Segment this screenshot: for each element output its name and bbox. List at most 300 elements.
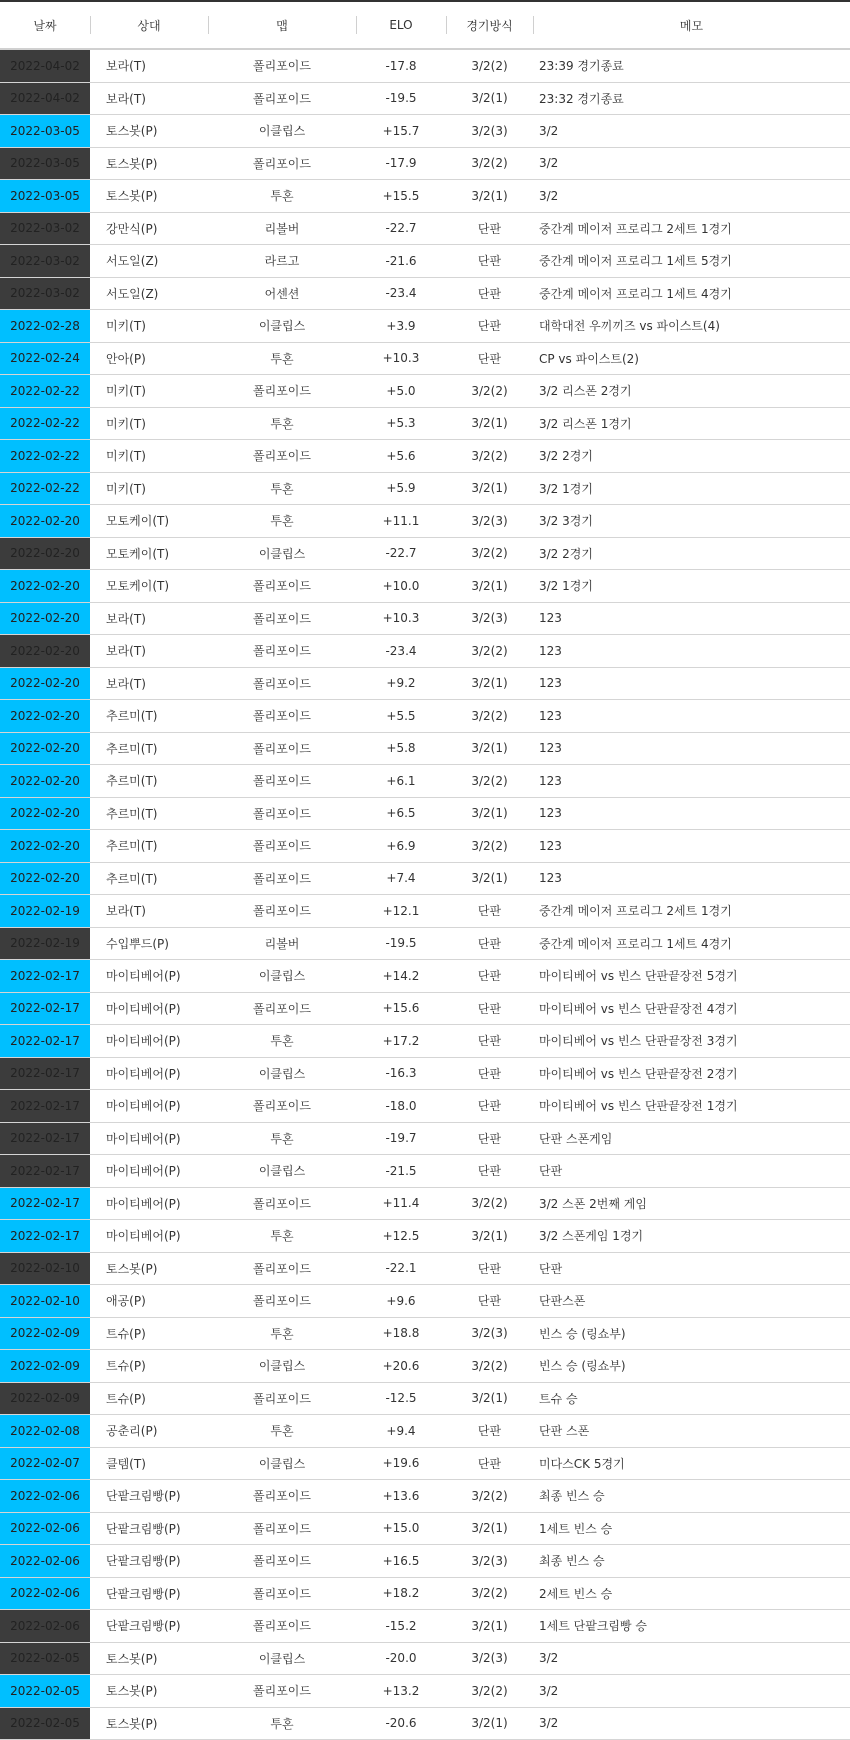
format-cell: 단판: [446, 1025, 533, 1058]
memo-cell: 3/2 2경기: [533, 440, 850, 473]
elo-cell: -12.5: [356, 1382, 446, 1415]
opponent-cell: 토스봇(P): [90, 1675, 208, 1708]
table-row: [0, 472, 850, 505]
table-row: [0, 1252, 850, 1285]
format-cell: 3/2(3): [446, 115, 533, 148]
opponent-cell: 마이티베어(P): [90, 1025, 208, 1058]
map-cell: 폴리포이드: [208, 602, 356, 635]
table-row: [0, 1285, 850, 1318]
elo-cell: +5.8: [356, 732, 446, 765]
map-cell: 폴리포이드: [208, 440, 356, 473]
map-cell: 이클립스: [208, 1642, 356, 1675]
memo-cell: 마이티베어 vs 빈스 단판끝장전 3경기: [533, 1025, 850, 1058]
table-row: [0, 797, 850, 830]
table-row: [0, 1090, 850, 1123]
elo-cell: +17.2: [356, 1025, 446, 1058]
memo-cell: 123: [533, 700, 850, 733]
map-cell: 투혼: [208, 1122, 356, 1155]
map-cell: 폴리포이드: [208, 1285, 356, 1318]
elo-cell: +5.0: [356, 375, 446, 408]
format-cell: 단판: [446, 212, 533, 245]
elo-cell: -20.0: [356, 1642, 446, 1675]
memo-cell: 트슈 승: [533, 1382, 850, 1415]
memo-cell: 1세트 단팥크림빵 승: [533, 1610, 850, 1643]
format-cell: 단판: [446, 927, 533, 960]
memo-cell: 3/2 1경기: [533, 570, 850, 603]
format-cell: 3/2(2): [446, 440, 533, 473]
memo-cell: 최종 빈스 승: [533, 1480, 850, 1513]
table-row: [0, 147, 850, 180]
opponent-cell: 추르미(T): [90, 830, 208, 863]
memo-cell: 단판 스폰게임: [533, 1122, 850, 1155]
memo-cell: 123: [533, 635, 850, 668]
format-cell: 3/2(1): [446, 1512, 533, 1545]
format-cell: 단판: [446, 1415, 533, 1448]
opponent-cell: 미키(T): [90, 440, 208, 473]
memo-cell: 단판: [533, 1252, 850, 1285]
map-cell: 이클립스: [208, 1057, 356, 1090]
memo-cell: 123: [533, 667, 850, 700]
elo-cell: -22.7: [356, 212, 446, 245]
map-cell: 폴리포이드: [208, 375, 356, 408]
opponent-cell: 보라(T): [90, 635, 208, 668]
opponent-cell: 단팥크림빵(P): [90, 1480, 208, 1513]
elo-cell: +9.4: [356, 1415, 446, 1448]
opponent-cell: 토스봇(P): [90, 180, 208, 213]
map-cell: 폴리포이드: [208, 862, 356, 895]
map-cell: 투혼: [208, 1025, 356, 1058]
format-cell: 단판: [446, 310, 533, 343]
elo-cell: +10.3: [356, 342, 446, 375]
map-cell: 리볼버: [208, 212, 356, 245]
date-cell: 2022-03-02: [0, 212, 90, 245]
table-row: [0, 992, 850, 1025]
memo-cell: 단판 스폰: [533, 1415, 850, 1448]
memo-cell: 미다스CK 5경기: [533, 1447, 850, 1480]
date-cell: 2022-02-06: [0, 1545, 90, 1578]
format-cell: 3/2(2): [446, 1480, 533, 1513]
table-row: [0, 1610, 850, 1643]
date-cell: 2022-02-22: [0, 440, 90, 473]
table-row: [0, 602, 850, 635]
elo-cell: +20.6: [356, 1350, 446, 1383]
date-cell: 2022-02-17: [0, 992, 90, 1025]
table-row: [0, 700, 850, 733]
table-row: [0, 537, 850, 570]
memo-cell: 3/2 3경기: [533, 505, 850, 538]
elo-cell: -23.4: [356, 635, 446, 668]
table-row: [0, 505, 850, 538]
date-cell: 2022-02-20: [0, 505, 90, 538]
map-cell: 폴리포이드: [208, 1382, 356, 1415]
map-cell: 투혼: [208, 472, 356, 505]
table-row: [0, 1025, 850, 1058]
date-cell: 2022-02-28: [0, 310, 90, 343]
memo-cell: 빈스 승 (링쇼부): [533, 1350, 850, 1383]
map-cell: 투혼: [208, 1415, 356, 1448]
date-cell: 2022-03-05: [0, 115, 90, 148]
elo-cell: -18.0: [356, 1090, 446, 1123]
elo-cell: +18.8: [356, 1317, 446, 1350]
map-cell: 투혼: [208, 1317, 356, 1350]
table-row: [0, 82, 850, 115]
date-cell: 2022-02-06: [0, 1512, 90, 1545]
date-cell: 2022-02-17: [0, 1187, 90, 1220]
memo-cell: 마이티베어 vs 빈스 단판끝장전 4경기: [533, 992, 850, 1025]
memo-cell: 3/2 1경기: [533, 472, 850, 505]
opponent-cell: 추르미(T): [90, 862, 208, 895]
header-row: [0, 1, 850, 49]
memo-cell: 단판: [533, 1155, 850, 1188]
opponent-cell: 마이티베어(P): [90, 1155, 208, 1188]
table-row: [0, 1317, 850, 1350]
memo-cell: 23:39 경기종료: [533, 49, 850, 82]
memo-cell: 23:32 경기종료: [533, 82, 850, 115]
elo-cell: +14.2: [356, 960, 446, 993]
table-row: [0, 1577, 850, 1610]
table-row: [0, 1480, 850, 1513]
column-header-opponent: 상대: [90, 1, 208, 49]
memo-cell: 3/2 2경기: [533, 537, 850, 570]
format-cell: 3/2(2): [446, 375, 533, 408]
table-row: [0, 1415, 850, 1448]
memo-cell: 3/2 리스폰 2경기: [533, 375, 850, 408]
map-cell: 폴리포이드: [208, 667, 356, 700]
opponent-cell: 보라(T): [90, 49, 208, 82]
memo-cell: 중간계 메이저 프로리그 1세트 4경기: [533, 277, 850, 310]
memo-cell: 123: [533, 732, 850, 765]
date-cell: 2022-02-17: [0, 1057, 90, 1090]
table-row: [0, 960, 850, 993]
format-cell: 3/2(1): [446, 1382, 533, 1415]
table-row: [0, 765, 850, 798]
map-cell: 폴리포이드: [208, 765, 356, 798]
table-row: [0, 830, 850, 863]
date-cell: 2022-02-05: [0, 1675, 90, 1708]
format-cell: 3/2(3): [446, 1545, 533, 1578]
elo-cell: +5.3: [356, 407, 446, 440]
memo-cell: 중간계 메이저 프로리그 2세트 1경기: [533, 212, 850, 245]
map-cell: 폴리포이드: [208, 1090, 356, 1123]
opponent-cell: 토스봇(P): [90, 1642, 208, 1675]
format-cell: 3/2(1): [446, 180, 533, 213]
date-cell: 2022-03-02: [0, 245, 90, 278]
date-cell: 2022-02-20: [0, 732, 90, 765]
opponent-cell: 단팥크림빵(P): [90, 1545, 208, 1578]
map-cell: 이클립스: [208, 1447, 356, 1480]
opponent-cell: 마이티베어(P): [90, 960, 208, 993]
map-cell: 투혼: [208, 407, 356, 440]
date-cell: 2022-02-07: [0, 1447, 90, 1480]
format-cell: 단판: [446, 277, 533, 310]
opponent-cell: 미키(T): [90, 407, 208, 440]
column-header-map: 맵: [208, 1, 356, 49]
opponent-cell: 단팥크림빵(P): [90, 1577, 208, 1610]
map-cell: 폴리포이드: [208, 895, 356, 928]
table-row: [0, 440, 850, 473]
table-row: [0, 895, 850, 928]
date-cell: 2022-02-10: [0, 1252, 90, 1285]
table-row: [0, 1155, 850, 1188]
date-cell: 2022-02-22: [0, 407, 90, 440]
column-header-elo: ELO: [356, 1, 446, 49]
elo-cell: +18.2: [356, 1577, 446, 1610]
memo-cell: 3/2: [533, 180, 850, 213]
format-cell: 3/2(3): [446, 1642, 533, 1675]
format-cell: 단판: [446, 1090, 533, 1123]
table-row: [0, 310, 850, 343]
opponent-cell: 토스봇(P): [90, 115, 208, 148]
memo-cell: 단판스폰: [533, 1285, 850, 1318]
opponent-cell: 수입뿌드(P): [90, 927, 208, 960]
opponent-cell: 단팥크림빵(P): [90, 1610, 208, 1643]
date-cell: 2022-02-17: [0, 960, 90, 993]
table-row: [0, 1220, 850, 1253]
date-cell: 2022-04-02: [0, 49, 90, 82]
format-cell: 단판: [446, 1155, 533, 1188]
table-row: [0, 407, 850, 440]
elo-cell: +10.0: [356, 570, 446, 603]
date-cell: 2022-02-17: [0, 1090, 90, 1123]
memo-cell: 3/2 스폰게임 1경기: [533, 1220, 850, 1253]
elo-cell: +15.6: [356, 992, 446, 1025]
map-cell: 폴리포이드: [208, 1610, 356, 1643]
format-cell: 3/2(3): [446, 1317, 533, 1350]
format-cell: 3/2(2): [446, 765, 533, 798]
date-cell: 2022-02-20: [0, 667, 90, 700]
elo-cell: +11.1: [356, 505, 446, 538]
format-cell: 3/2(2): [446, 49, 533, 82]
format-cell: 3/2(1): [446, 407, 533, 440]
date-cell: 2022-02-20: [0, 700, 90, 733]
opponent-cell: 공춘리(P): [90, 1415, 208, 1448]
table-row: [0, 1675, 850, 1708]
elo-cell: -19.5: [356, 82, 446, 115]
date-cell: 2022-02-20: [0, 635, 90, 668]
opponent-cell: 애공(P): [90, 1285, 208, 1318]
elo-cell: -22.1: [356, 1252, 446, 1285]
elo-cell: -16.3: [356, 1057, 446, 1090]
date-cell: 2022-02-17: [0, 1155, 90, 1188]
memo-cell: 중간계 메이저 프로리그 2세트 1경기: [533, 895, 850, 928]
elo-cell: -15.2: [356, 1610, 446, 1643]
memo-cell: 3/2: [533, 147, 850, 180]
format-cell: 3/2(1): [446, 570, 533, 603]
map-cell: 폴리포이드: [208, 147, 356, 180]
elo-cell: +5.6: [356, 440, 446, 473]
memo-cell: CP vs 파이스트(2): [533, 342, 850, 375]
column-header-memo: 메모: [533, 1, 850, 49]
opponent-cell: 마이티베어(P): [90, 1122, 208, 1155]
map-cell: 폴리포이드: [208, 1252, 356, 1285]
date-cell: 2022-03-05: [0, 180, 90, 213]
table-row: [0, 1187, 850, 1220]
memo-cell: 마이티베어 vs 빈스 단판끝장전 1경기: [533, 1090, 850, 1123]
elo-cell: +13.2: [356, 1675, 446, 1708]
format-cell: 단판: [446, 245, 533, 278]
map-cell: 투혼: [208, 505, 356, 538]
elo-cell: -21.6: [356, 245, 446, 278]
map-cell: 폴리포이드: [208, 797, 356, 830]
map-cell: 어센션: [208, 277, 356, 310]
column-header-format: 경기방식: [446, 1, 533, 49]
memo-cell: 123: [533, 765, 850, 798]
date-cell: 2022-02-09: [0, 1317, 90, 1350]
opponent-cell: 트슈(P): [90, 1350, 208, 1383]
opponent-cell: 클템(T): [90, 1447, 208, 1480]
elo-cell: +15.0: [356, 1512, 446, 1545]
table-row: [0, 927, 850, 960]
table-row: [0, 1545, 850, 1578]
date-cell: 2022-02-17: [0, 1122, 90, 1155]
map-cell: 이클립스: [208, 310, 356, 343]
column-header-date: 날짜: [0, 1, 90, 49]
map-cell: 폴리포이드: [208, 1675, 356, 1708]
map-cell: 라르고: [208, 245, 356, 278]
elo-cell: +9.2: [356, 667, 446, 700]
format-cell: 3/2(2): [446, 147, 533, 180]
map-cell: 투혼: [208, 342, 356, 375]
date-cell: 2022-02-09: [0, 1350, 90, 1383]
opponent-cell: 토스봇(P): [90, 1707, 208, 1740]
elo-cell: +16.5: [356, 1545, 446, 1578]
elo-cell: +6.5: [356, 797, 446, 830]
date-cell: 2022-02-19: [0, 927, 90, 960]
date-cell: 2022-02-06: [0, 1610, 90, 1643]
format-cell: 3/2(1): [446, 1220, 533, 1253]
map-cell: 폴리포이드: [208, 1545, 356, 1578]
elo-cell: +12.5: [356, 1220, 446, 1253]
date-cell: 2022-02-20: [0, 830, 90, 863]
opponent-cell: 토스봇(P): [90, 147, 208, 180]
memo-cell: 중간계 메이저 프로리그 1세트 5경기: [533, 245, 850, 278]
format-cell: 3/2(2): [446, 1187, 533, 1220]
date-cell: 2022-02-06: [0, 1577, 90, 1610]
format-cell: 단판: [446, 960, 533, 993]
date-cell: 2022-02-09: [0, 1382, 90, 1415]
table-row: [0, 245, 850, 278]
opponent-cell: 마이티베어(P): [90, 1187, 208, 1220]
format-cell: 3/2(2): [446, 1675, 533, 1708]
format-cell: 3/2(2): [446, 830, 533, 863]
table-row: [0, 1122, 850, 1155]
opponent-cell: 마이티베어(P): [90, 1220, 208, 1253]
memo-cell: 대학대전 우끼끼즈 vs 파이스트(4): [533, 310, 850, 343]
opponent-cell: 마이티베어(P): [90, 1057, 208, 1090]
opponent-cell: 추르미(T): [90, 732, 208, 765]
memo-cell: 123: [533, 830, 850, 863]
date-cell: 2022-02-19: [0, 895, 90, 928]
memo-cell: 마이티베어 vs 빈스 단판끝장전 2경기: [533, 1057, 850, 1090]
memo-cell: 3/2: [533, 1675, 850, 1708]
format-cell: 3/2(1): [446, 1610, 533, 1643]
table-row: [0, 1707, 850, 1740]
date-cell: 2022-02-20: [0, 797, 90, 830]
format-cell: 3/2(2): [446, 700, 533, 733]
opponent-cell: 트슈(P): [90, 1382, 208, 1415]
table-row: [0, 635, 850, 668]
map-cell: 투혼: [208, 1220, 356, 1253]
opponent-cell: 서도일(Z): [90, 245, 208, 278]
date-cell: 2022-02-05: [0, 1707, 90, 1740]
map-cell: 이클립스: [208, 960, 356, 993]
memo-cell: 3/2 스폰 2번째 게임: [533, 1187, 850, 1220]
opponent-cell: 미키(T): [90, 310, 208, 343]
format-cell: 3/2(2): [446, 635, 533, 668]
memo-cell: 1세트 빈스 승: [533, 1512, 850, 1545]
memo-cell: 마이티베어 vs 빈스 단판끝장전 5경기: [533, 960, 850, 993]
opponent-cell: 추르미(T): [90, 765, 208, 798]
map-cell: 폴리포이드: [208, 1187, 356, 1220]
memo-cell: 3/2 리스폰 1경기: [533, 407, 850, 440]
format-cell: 3/2(3): [446, 602, 533, 635]
opponent-cell: 서도일(Z): [90, 277, 208, 310]
elo-cell: -21.5: [356, 1155, 446, 1188]
map-cell: 폴리포이드: [208, 732, 356, 765]
table-row: [0, 1057, 850, 1090]
format-cell: 3/2(2): [446, 537, 533, 570]
elo-cell: +13.6: [356, 1480, 446, 1513]
table-row: [0, 212, 850, 245]
opponent-cell: 추르미(T): [90, 700, 208, 733]
memo-cell: 123: [533, 797, 850, 830]
map-cell: 폴리포이드: [208, 992, 356, 1025]
opponent-cell: 안아(P): [90, 342, 208, 375]
opponent-cell: 미키(T): [90, 375, 208, 408]
date-cell: 2022-02-08: [0, 1415, 90, 1448]
memo-cell: 123: [533, 602, 850, 635]
elo-cell: -17.9: [356, 147, 446, 180]
table-row: [0, 732, 850, 765]
map-cell: 폴리포이드: [208, 635, 356, 668]
date-cell: 2022-04-02: [0, 82, 90, 115]
map-cell: 폴리포이드: [208, 1512, 356, 1545]
table-row: [0, 1382, 850, 1415]
date-cell: 2022-02-10: [0, 1285, 90, 1318]
elo-cell: +9.6: [356, 1285, 446, 1318]
format-cell: 단판: [446, 1057, 533, 1090]
date-cell: 2022-03-05: [0, 147, 90, 180]
map-cell: 폴리포이드: [208, 700, 356, 733]
memo-cell: 빈스 승 (링쇼부): [533, 1317, 850, 1350]
map-cell: 폴리포이드: [208, 1480, 356, 1513]
opponent-cell: 미키(T): [90, 472, 208, 505]
elo-cell: +15.7: [356, 115, 446, 148]
memo-cell: 3/2: [533, 115, 850, 148]
memo-cell: 중간계 메이저 프로리그 1세트 4경기: [533, 927, 850, 960]
date-cell: 2022-02-20: [0, 862, 90, 895]
format-cell: 단판: [446, 992, 533, 1025]
elo-cell: -20.6: [356, 1707, 446, 1740]
map-cell: 이클립스: [208, 1155, 356, 1188]
format-cell: 단판: [446, 1447, 533, 1480]
map-cell: 투혼: [208, 1707, 356, 1740]
opponent-cell: 보라(T): [90, 895, 208, 928]
memo-cell: 최종 빈스 승: [533, 1545, 850, 1578]
format-cell: 3/2(3): [446, 505, 533, 538]
opponent-cell: 모토케이(T): [90, 570, 208, 603]
format-cell: 3/2(1): [446, 1707, 533, 1740]
table-row: [0, 277, 850, 310]
map-cell: 폴리포이드: [208, 1577, 356, 1610]
format-cell: 3/2(1): [446, 667, 533, 700]
table-row: [0, 342, 850, 375]
elo-cell: +6.9: [356, 830, 446, 863]
elo-cell: +5.9: [356, 472, 446, 505]
memo-cell: 3/2: [533, 1642, 850, 1675]
table-row: [0, 1642, 850, 1675]
map-cell: 폴리포이드: [208, 49, 356, 82]
